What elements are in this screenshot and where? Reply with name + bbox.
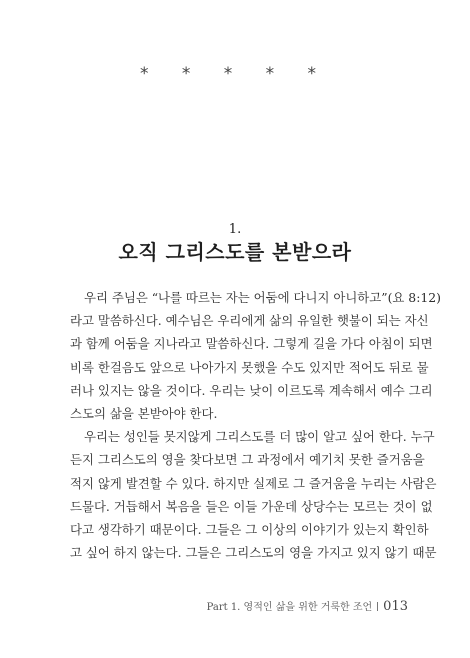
page-number: 013 bbox=[383, 599, 408, 614]
running-title: Part 1. 영적인 삶을 위한 거룩한 조언 bbox=[206, 602, 373, 613]
text-line-last: 스도의 삶을 본받아야 한다. bbox=[70, 405, 218, 421]
body-text bbox=[70, 286, 441, 564]
footer-divider bbox=[377, 602, 378, 611]
page-footer bbox=[207, 598, 408, 614]
text-line: 라고 말씀하신다. 예수님은 우리에게 삶의 유일한 햇불이 되는 자신 bbox=[70, 313, 429, 329]
section-ornament: * * * * * bbox=[139, 64, 331, 84]
text-line: 비록 한걸음도 앞으로 나아가지 못했을 수도 있지만 적어도 뒤로 물 bbox=[70, 359, 429, 375]
text-line: 고 싶어 하지 않는다. 그들은 그리스도의 영을 가지고 있지 않기 때문 bbox=[70, 545, 437, 561]
text-line: 러나 있지는 않을 것이다. 우리는 낮이 이르도록 계속해서 예수 그리 bbox=[70, 382, 433, 398]
text-line: 다고 생각하기 때문이다. 그들은 그 이상의 이야기가 있는지 확인하 bbox=[70, 521, 429, 537]
text-line: 우리 주님은 “나를 따르는 자는 어둠에 다니지 아니하고”(요 8:12) bbox=[84, 290, 441, 305]
text-line: 적지 않게 발견할 수 있다. 하지만 실제로 그 즐거움을 누리는 사람은 bbox=[70, 475, 437, 491]
text-line: 드물다. 거듭해서 복음을 들은 이들 가운데 상당수는 모르는 것이 없 bbox=[70, 498, 433, 514]
text-line: 과 함께 어둠을 지나라고 말씀하신다. 그렇게 길을 가다 아침이 되면 bbox=[70, 336, 433, 352]
text-line: 우리는 성인들 못지않게 그리스도를 더 많이 알고 싶어 한다. 누구 bbox=[84, 429, 435, 445]
text-line: 든지 그리스도의 영을 찾다보면 그 과정에서 예기치 못한 즐거움을 bbox=[70, 452, 425, 468]
chapter-title: 오직 그리스도를 본받으라 bbox=[118, 240, 352, 264]
chapter-number: 1. bbox=[228, 222, 242, 237]
